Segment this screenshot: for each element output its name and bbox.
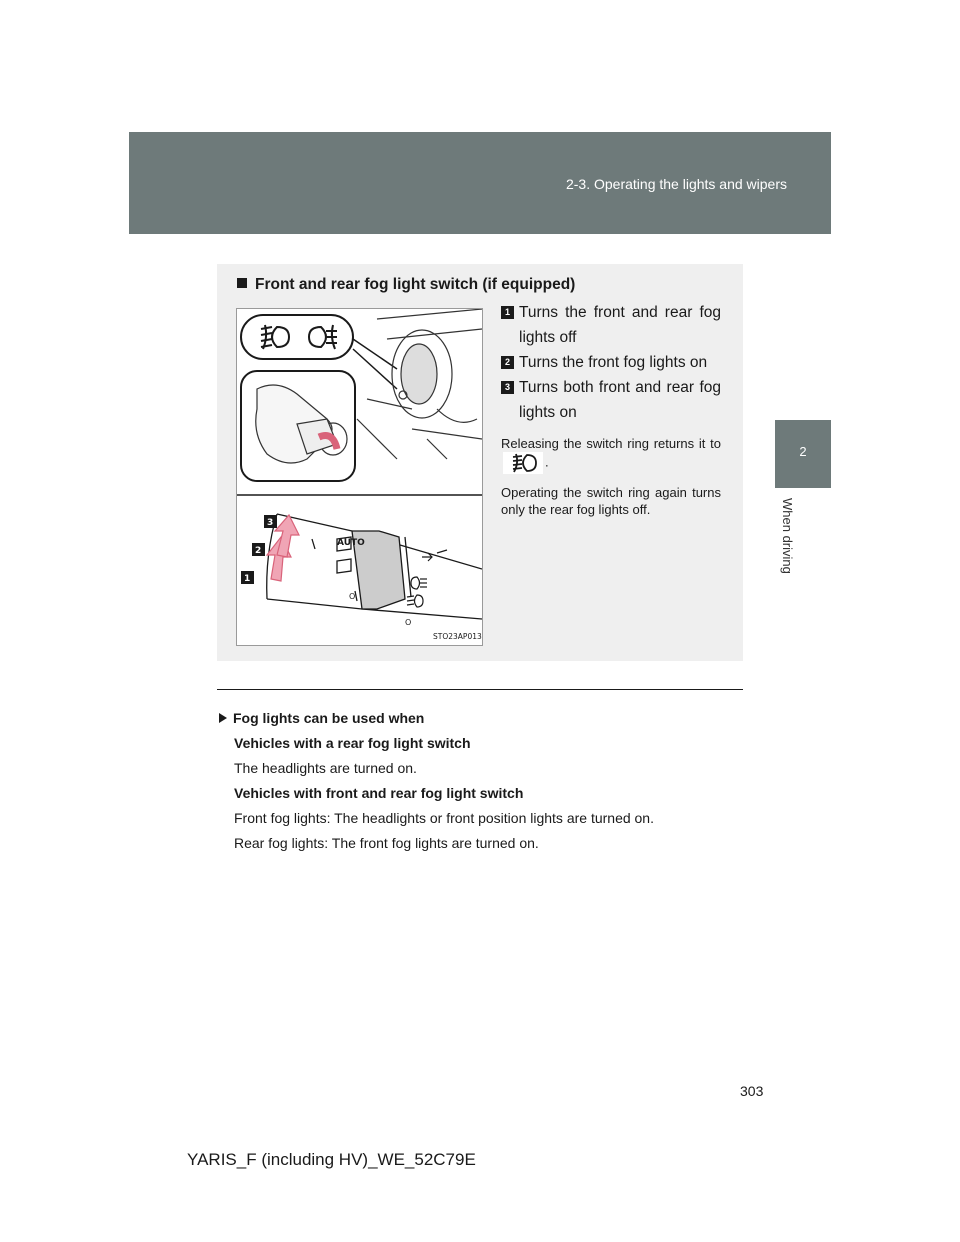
chapter-tab [775,420,831,488]
badge-1: 1 [501,306,514,319]
chapter-label [775,488,803,618]
page-number: 303 [740,1083,764,1099]
front-fog-inline-icon [503,452,543,474]
subheading-front-rear-switch: Vehicles with front and rear fog light switch [234,785,524,801]
badge-3: 3 [501,381,514,394]
fog-lights-conditions [219,706,739,856]
fog-switch-panel [217,264,743,661]
switch-stalk [267,514,482,619]
off-label: O [349,592,356,601]
panel-title: Front and rear fog light switch (if equipped) [237,276,575,294]
auto-label: AUTO [337,538,365,548]
svg-text:1: 1 [244,574,251,584]
note-operating-again: Operating the switch ring again turns only the rear fog lights off. [501,485,721,517]
text-rear-switch: The headlights are turned on. [234,760,417,776]
legend-item-1: 1 Turns the front and rear fog lights off [501,300,721,350]
fog-switch-diagram [237,309,482,645]
dashboard-sketch [357,309,482,459]
stalk-fog-icons [407,550,447,607]
chapter-number: 2 [799,444,807,459]
switch-legend [501,300,721,518]
chapter-label-text: When driving [780,498,795,574]
section-title: 2-3. Operating the lights and wipers [565,176,787,192]
subheading-rear-switch: Vehicles with a rear fog light switch [234,735,471,751]
document-footer: YARIS_F (including HV)_WE_52C79E [187,1150,476,1169]
section-divider [217,689,743,690]
conditions-heading: Fog lights can be used when [219,706,739,731]
text-front-fog: Front fog lights: The headlights or front position lights are turned on. [234,810,654,826]
off-label-2: O [405,618,412,627]
badge-2: 2 [501,356,514,369]
page-header [129,132,831,234]
triangle-bullet-icon [219,713,227,723]
svg-text:3: 3 [267,518,274,528]
figure-code: STO23AP013 [433,632,482,641]
switch-illustration [236,308,483,646]
square-bullet-icon [237,278,247,288]
legend-item-3: 3 Turns both front and rear fog lights on [501,375,721,425]
note-release: Releasing the switch ring returns it to . [501,435,721,474]
legend-item-2: 2 Turns the front fog lights on [501,350,721,375]
svg-text:2: 2 [255,546,262,556]
text-rear-fog: Rear fog lights: The front fog lights are turned on. [234,835,539,851]
